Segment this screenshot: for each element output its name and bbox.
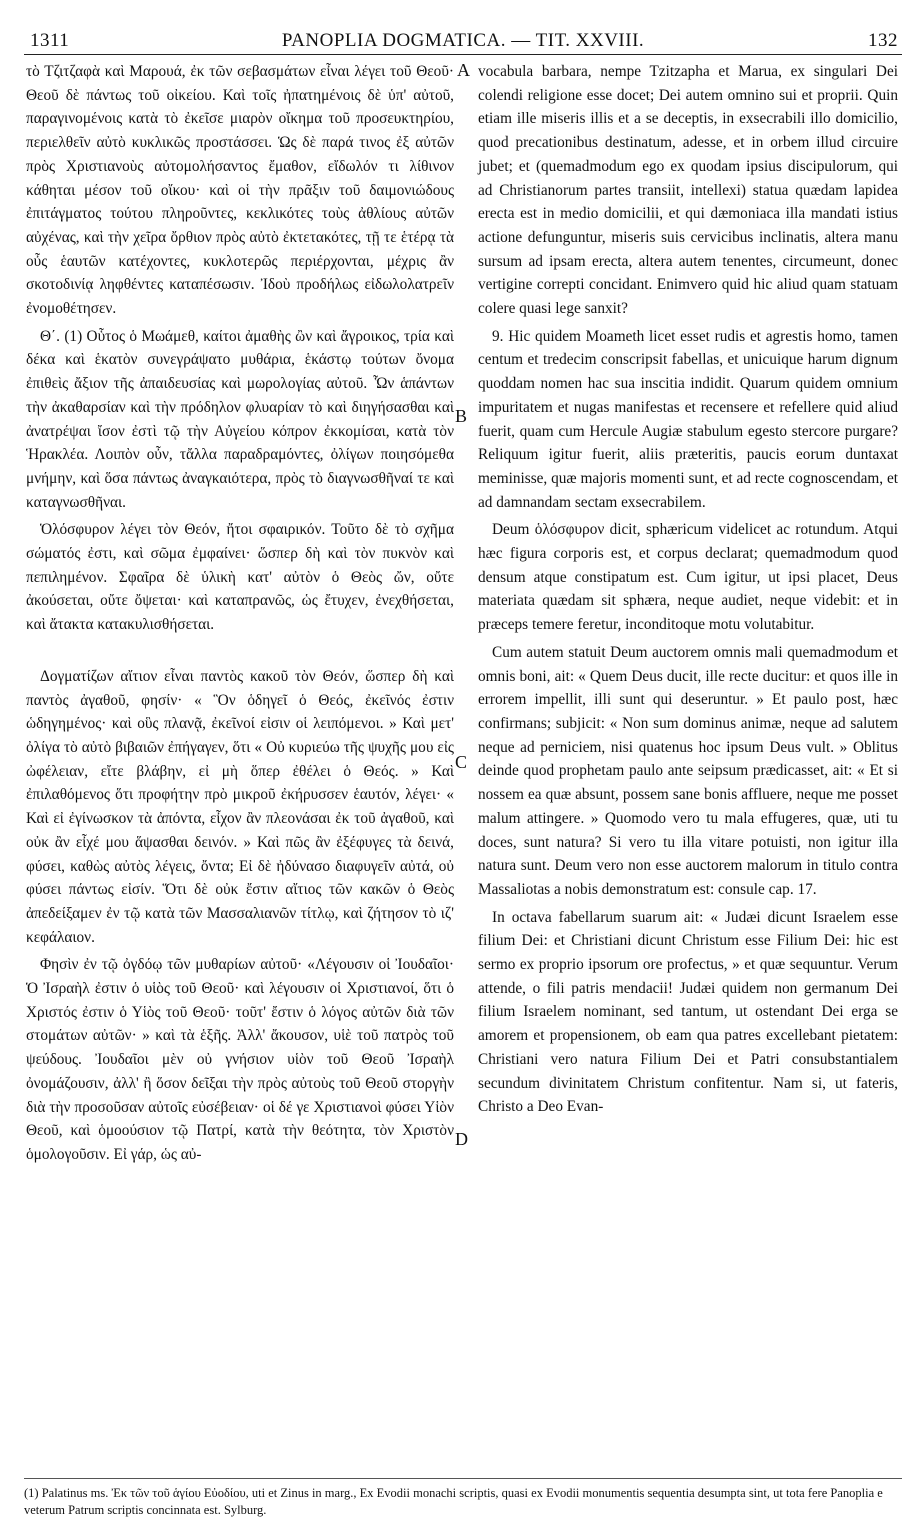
page-header (24, 30, 902, 55)
latin-paragraph-2: 9. Hic quidem Moameth licet esset rudis et agrestis homo, tamen centum et tredecim conscripsit fabellas, et unicuique harum dignum quoddam nomen hac sua inscitia indidit. Quarum quidem omnium impuritatem et nugas manifestas et recensere et refellere quid aliud fuerit, quam cum Hercule Augiæ stabulum egesto stercore purgare? Reliquum igitur fuerit, aliis præteritis, paucis eorum duntaxat meminisse, quæ majoris momenti sunt, et ad recte cognoscendam, et ad damnandam sectam exsecrabilem. (478, 327, 898, 511)
greek-paragraph-4: Δογματίζων αἴτιον εἶναι παντὸς κακοῦ τὸν Θεόν, ὥσπερ δὴ καὶ παντὸς ἀγαθοῦ, φησίν· « Ὃν ὁδηγεῖ ὁ Θεός, ἐκεῖνός ἐστιν ὡδηγημένος· καὶ οὓς πλανᾷ, ἐκεῖνοί εἰσιν οἱ λειπόμενοι. » Καὶ μετ' ὀλίγα τὸ αὐτὸ βιβαιῶν ἐπήγαγεν, ὅτι « Οὐ κυριεύω τῆς ψυχῆς μου εἰς ὠφέλειαν, εἴτε βλάβην, εἰ μὴ ὅπερ ἐθέλει ὁ Θεός. » Καὶ ἐπιλαθόμενος ὅτι προφήτην πρὸ μικροῦ ἐκήρυσσεν ἑαυτόν, λέγει· « Καὶ εἰ ἐγίνωσκον τὰ ἀπόντα, εἶχον ἂν πλεονάσαι ἐκ τοῦ ἀγαθοῦ, καὶ οὐκ ἂν εἶχέ μου ἅψασθαι δεινόν. » Καὶ πῶς ἂν ἐξέφυγες τὰ δεινά, φύσει, καθὼς αὐτὸς λέγεις, ὄντα; Εἰ δὲ ἠδύνασο διαφυγεῖν αὐτά, οὐ φύσει πάντως εἰσίν. Ὅτι δὲ οὐκ ἔστιν αἴτιος τῶν κακῶν ὁ Θεὸς ἀπεδείξαμεν ἐν τῷ κατὰ τῶν Μασσαλιανῶν τίτλῳ, καὶ ζήτησον τὸ ιζ' κεφάλαιον. (26, 667, 454, 946)
latin-paragraph-5: In octava fabellarum suarum ait: « Judæi dicunt Israelem esse filium Dei: et Christiani dicunt Christum esse Filium Dei: hic est sermo ex proprio ipsorum ore profectus, » et quæ sequuntur. Verum attende, o fili patris mendacii! Judæi quidem non germanum Dei filium Israelem nominant, sed tantum, ut ostendant Dei erga se amorem et propensionem, ob eam qua patres excellebant pietatem: Christiani vero natura Filium Dei et Patri consubstantialem secundum divinitatem Christum confitentur. Nam si, ut fateris, Christo a Deo Evan- (478, 908, 898, 1116)
greek-column (26, 60, 454, 1171)
margin-letter-b: B (455, 406, 468, 426)
greek-paragraph-1: τὸ Τζιτζαφὰ καὶ Μαρουά, ἐκ τῶν σεβασμάτων εἶναι λέγει τοῦ Θεοῦ· Θεοῦ δὲ πάντως τοῦ οἰκείου. Καὶ τοῖς ἠπατημένοις δὲ ὑπ' αὐτοῦ, παραγινομένοις κατὰ τὸ ἐκεῖσε μιαρὸν οἴκημα τοῦ προσευκτηρίου, περιελθεῖν αὐτὸ κυκλικῶς προστάσσει. Ὡς δὲ παρά τινος ἐξ αὐτῶν πρὸς Χριστιανοὺς αὐτομολήσαντος ἔμαθον, εἴδωλόν τι λίθινον κάθηται μέσον τοῦ οἴκου· καὶ οἱ τὴν πρᾶξιν τοῦ δαιμονιώδους ἐπιτάγματος τούτου πληροῦντες, κεκλικότες τοὺς ἀθλίους αὐτῶν αὐχένας, καὶ τὴν χεῖρα ὄρθιον πρὸς αὐτὸ ἐκτετακότες, τῇ τε ἑτέρᾳ τὰ οὖς ἑαυτῶν κατέχοντες, κυκλοτερῶς περιέρχονται, μέχρις ἂν σκοτοδινίᾳ ληφθέντες καταπέσωσιν. Ἰδοὺ προδήλως εἰδωλολατρεῖν ἐνομοθέτησεν. (26, 63, 454, 318)
page-number-right: 132 (868, 30, 898, 51)
page-number-left: 1311 (30, 30, 70, 51)
latin-column (478, 60, 898, 1123)
running-title: PANOPLIA DOGMATICA. — TIT. XXVIII. (281, 30, 645, 51)
greek-paragraph-2: Θ΄. (1) Οὗτος ὁ Μωάμεθ, καίτοι ἀμαθὴς ὢν καὶ ἄγροικος, τρία καὶ δέκα καὶ ἑκατὸν συνεγράψατο μυθάρια, ἑκάστῳ τούτων ὄνομα ἐπιθεὶς ἄξιον τῆς ἀπαιδευσίας καὶ μωρολογίας αὐτοῦ. Ὧν ἁπάντων τὴν ἀκαθαρσίαν καὶ τὴν πρόδηλον φλυαρίαν τὸ καὶ διηγήσασθαι καὶ ἀνατρέψαι ἴσον ἐστὶ τῷ τὴν Αὐγείου κόπρον ἐκκομίσαι, κατὰ τὸν Ἡρακλέα. Λοιπὸν οὖν, τἄλλα παραδραμόντες, ὀλίγων ποιησόμεθα μνήμην, καὶ ὅσα πάντως ἀναγκαιότερα, πρὸς τὸ διαγνωσθῆναί τε καὶ καταγνωσθῆναι. (26, 327, 454, 511)
latin-paragraph-1: vocabula barbara, nempe Tzitzapha et Marua, ex singulari Dei colendi religione esse docet; Dei autem omnino sui et proprii. Quin etiam ille miseris illis et a se deceptis, in exsecrabili illo domicilio, quod precationibus destinatum, adesse, et in orbem illud circuire jubet; et (quemadmodum ego ex quodam ipsius discipulorum, qui ad Christianorum partes transiit, intellexi) statua quædam lapidea erecta est in medio domicilii, et qui dæmoniaca illa mandati istius actione defunguntur, miseris suis cervicibus inclinatis, altera manu sursum ad ipsam erecta, altera autem tenentes, circumeunt, donec vertigine correpti concidant. Enimvero quid hic aliud quam statuam colere quasi lege sanxit? (478, 63, 898, 318)
greek-paragraph-5: Φησὶν ἐν τῷ ὀγδόῳ τῶν μυθαρίων αὐτοῦ· «Λέγουσιν οἱ Ἰουδαῖοι· Ὁ Ἰσραὴλ ἐστιν ὁ υἱὸς τοῦ Θεοῦ· καὶ λέγουσιν οἱ Χριστιανοί, ὅτι ὁ Χριστός ἐστιν ὁ Υἱὸς τοῦ Θεοῦ· τοῦτ' ἔστιν ὁ λόγος αὐτῶν διὰ τῶν στομάτων αὐτῶν· » καὶ τὰ ἑξῆς. Ἀλλ' ἄκουσον, υἱὲ τοῦ πατρὸς τοῦ ψεύδους. Ἰουδαῖοι μὲν οὐ γνήσιον υἱὸν τοῦ Θεοῦ Ἰσραὴλ ὀνομάζουσιν, ἀλλ' ἢ ὅσον δεῖξαι τὴν πρὸς αὐτοὺς τοῦ Θεοῦ στοργὴν διὰ τὴν προσοῦσαν αὐτοῖς εὐσέβειαν· οἱ δέ γε Χριστιανοὶ φύσει Υἱὸν Θεοῦ, καὶ ὁμοούσιον τῷ Πατρί, κατὰ τὴν θεότητα, τὸν Χριστὸν ὁμολογοῦσιν. Εἰ γάρ, ὡς αὐ- (26, 956, 454, 1163)
column-gap (26, 641, 454, 665)
margin-letter-c: C (455, 752, 468, 772)
latin-paragraph-3: Deum ὁλόσφυρον dicit, sphæricum videlicet ac rotundum. Atqui hæc figura corporis est, et corpus declarat; quemadmodum quod densum atque constipatum est. Cum igitur, ut ipsi placet, Deus materiata quædam sit sphæra, neque audiet, neque videbit: et in præceps temere feretur, inconditoque motu volutabitur. (478, 521, 898, 634)
latin-paragraph-4: Cum autem statuit Deum auctorem omnis mali quemadmodum et omnis boni, ait: « Quem Deus ducit, ille recte ducitur: et quos ille in errorem impellit, illi sunt qui deseruntur. » Et paulo post, hæc confirmans; subjicit: « Non sum dominus animæ, neque ad salutem neque ad perniciem, nisi quatenus hoc ipsum Deus vult. » Oblitus deinde quod prophetam paulo ante seipsum prædicasset, ait: « Et si nossem ea quæ absunt, possem sane bonis affluere, neque me posset malum attingere. » Quomodo vero tu mala effugeres, quæ, uti tu doces, sunt natura? Si vero tu illa vitare potuisti, non igitur illa natura sunt. Deum vero non esse auctorem malorum in titulo contra Massaliotas a nobis demonstratum est: consule cap. 17. (478, 643, 898, 898)
footnote: (1) Palatinus ms. Ἐκ τῶν τοῦ ἁγίου Εὐοδίου, uti et Zinus in marg., Ex Evodii monachi scriptis, quasi ex Evodii monumentis sequentia desumpta sint, ut tota fere Panoplia e veterum Patrum scriptis concinnata est. Sylburg. (24, 1478, 902, 1519)
margin-letter-a: A (457, 60, 470, 80)
margin-letter-d: D (455, 1129, 468, 1149)
greek-paragraph-3: Ὁλόσφυρον λέγει τὸν Θεόν, ἤτοι σφαιρικόν. Τοῦτο δὲ τὸ σχῆμα σώματός ἐστι, καὶ σῶμα ἐμφαίνει· ὥσπερ δὴ καὶ τὸν πυκνὸν καὶ πεπιλημένον. Σφαῖρα δὲ ὑλικὴ κατ' αὐτὸν ὁ Θεὸς ὤν, οὔτε ἀκούσεται, οὔτε ὄψεται· καὶ καταπρανῶς, ὡς ἔτυχεν, ἐνεχθήσεται, καὶ ἄτακτα κατακυλισθήσεται. (26, 521, 454, 634)
